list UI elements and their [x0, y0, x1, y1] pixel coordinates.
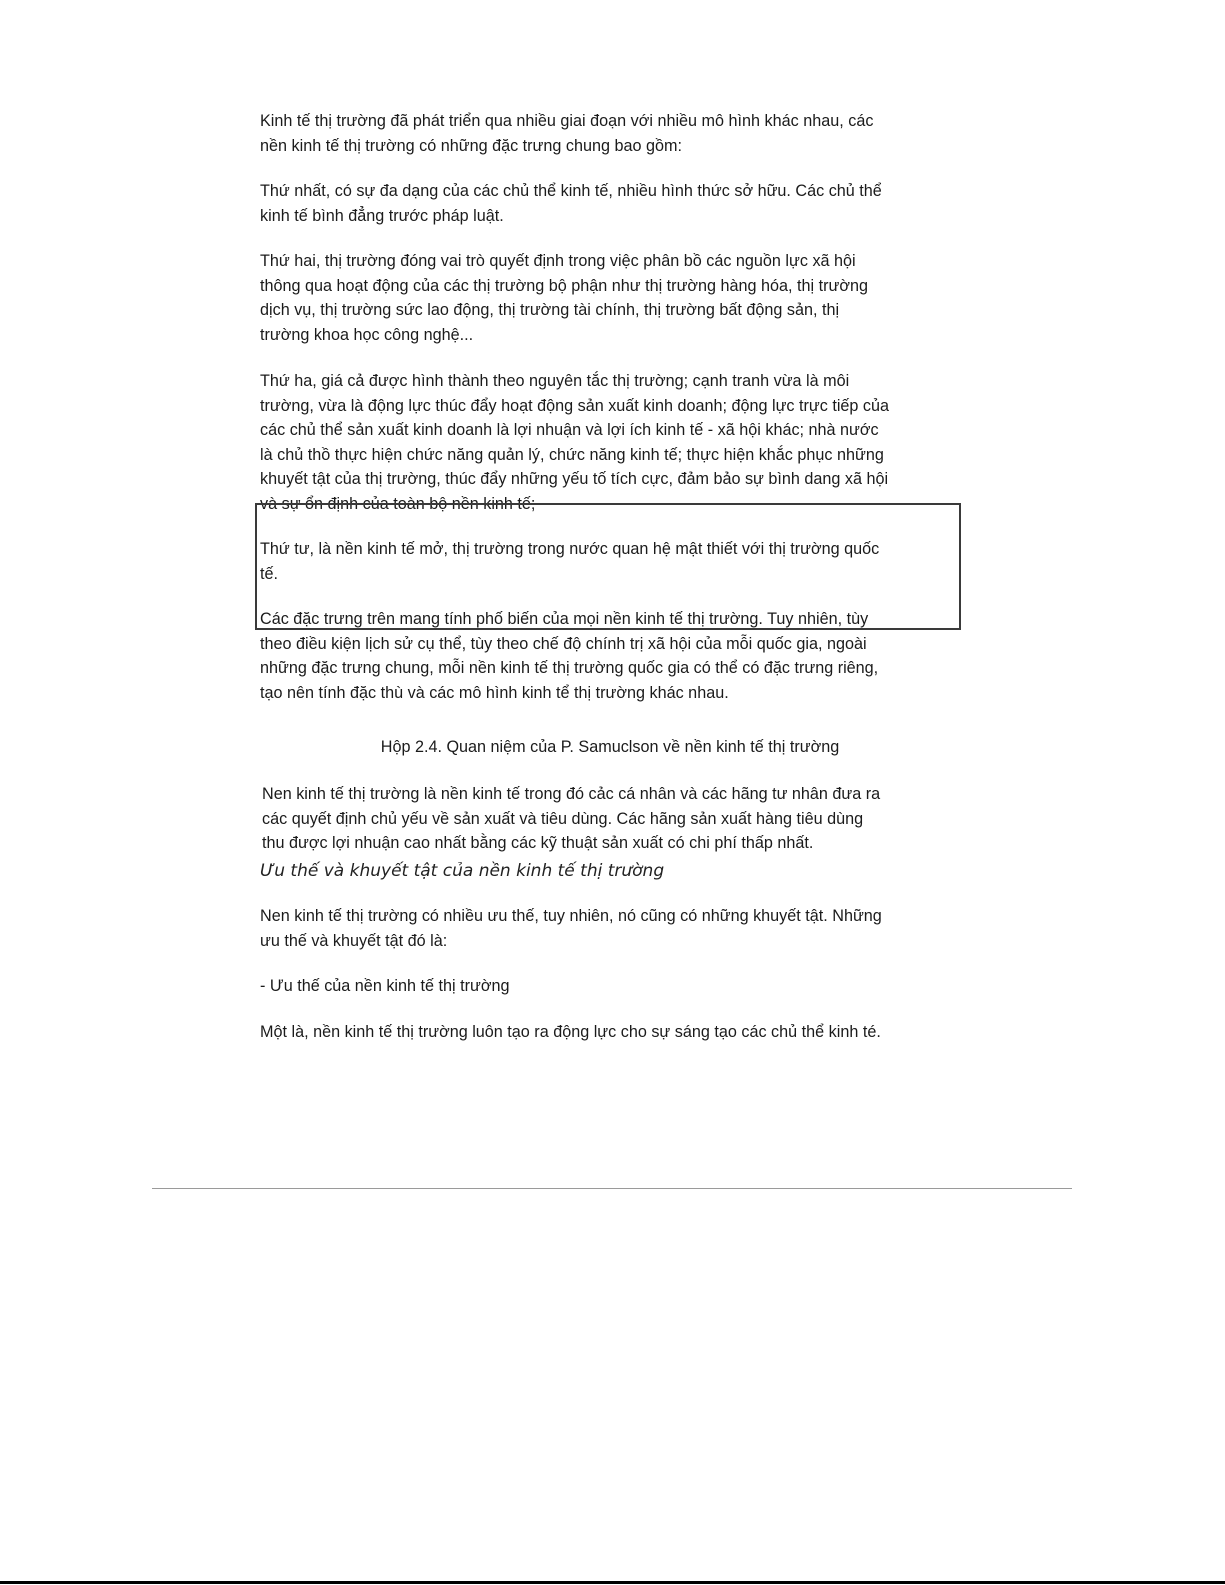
first-advantage-paragraph: Một là, nền kinh tế thị trường luôn tạo ra động lực cho sự sáng tạo các chủ thể kinh té. [260, 1023, 881, 1041]
text-line: trường khoa học công nghệ... [260, 325, 474, 344]
text-line: Thứ nhất, có sự đa dạng của các chủ thể kinh tế, nhiều hình thức sở hữu. Các chủ thể [260, 182, 882, 200]
text-line: và sự ổn định của toàn bộ nền kinh tế; [260, 494, 536, 513]
text-line: theo điều kiện lịch sử cụ thể, tùy theo chế độ chính trị xã hội của mỗi quốc gia, ngoài [260, 634, 867, 653]
general-features-paragraph [260, 607, 960, 705]
page-bottom-border [0, 1581, 1225, 1584]
text-line: khuyết tật của thị trường, thúc đẩy những yếu tố tích cực, đảm bảo sự bình dang xã hội [260, 470, 889, 488]
section-intro-paragraph [260, 904, 960, 953]
third-feature-paragraph [260, 369, 960, 516]
text-line: kinh tế bình đẳng trước pháp luật. [260, 206, 504, 225]
text-line: thu được lợi nhuận cao nhất bằng các kỹ thuật sản xuất có chi phí thấp nhất. [262, 834, 814, 852]
text-line: tạo nên tính đặc thù và các mô hình kinh tể thị trường khác nhau. [260, 683, 729, 702]
box-definition-text [262, 782, 962, 856]
text-line: Kinh tế thị trường đã phát triển qua nhiều giai đoạn với nhiều mô hình khác nhau, các [260, 112, 874, 130]
bullet-item: - Ưu thế của nền kinh tế thị trường [260, 977, 510, 995]
text-line: là chủ thồ thực hiện chức năng quản lý, chức năng kinh tế; thực hiện khắc phục những [260, 445, 884, 464]
text-line: Thứ hai, thị trường đóng vai trò quyết định trong việc phân bồ các nguồn lực xã hội [260, 252, 856, 270]
text-line: Nen kinh tế thị trường là nền kinh tế trong đó cảc cá nhân và các hãng tư nhân đưa ra [262, 785, 881, 803]
text-line: thông qua hoạt động của các thị trường bộ phận như thị trường hàng hóa, thị trường [260, 276, 868, 295]
text-line: Thứ tư, là nền kinh tế mở, thị trường trong nước quan hệ mật thiết với thị trường quốc [260, 540, 880, 558]
box-caption: Hộp 2.4. Quan niệm của P. Samuclson về nền kinh tế thị trường [380, 738, 840, 756]
text-line: Thứ ha, giá cả được hình thành theo nguyên tắc thị trường; cạnh tranh vừa là môi [260, 372, 850, 390]
text-line: các chủ thể sản xuất kinh doanh là lợi nhuận và lợi ích kinh tế - xã hội khác; nhà nước [260, 421, 879, 439]
first-feature-paragraph [260, 179, 960, 228]
text-line: tế. [260, 564, 278, 583]
text-line: trường, vừa là động lực thúc đẩy hoạt động sản xuất kinh doanh; động lực trực tiếp của [260, 396, 890, 415]
text-line: ưu thế và khuyết tật đó là: [260, 931, 448, 950]
horizontal-divider [152, 1188, 1072, 1189]
second-feature-paragraph [260, 249, 960, 347]
text-line: các quyết định chủ yếu về sản xuất và tiêu dùng. Các hãng sản xuất hàng tiêu dùng [262, 809, 864, 828]
text-line: nền kinh tế thị trường có những đặc trưng chung bao gồm: [260, 136, 682, 155]
text-line: Các đặc trưng trên mang tính phố biến của mọi nền kinh tế thị trường. Tuy nhiên, tùy [260, 610, 869, 628]
text-line: Nen kinh tế thị trường có nhiều ưu thế, tuy nhiên, nó cũng có những khuyết tật. Những [260, 907, 882, 925]
text-line: những đặc trưng chung, mỗi nền kinh tế thị trường quốc gia có thể có đặc trưng riêng, [260, 659, 879, 677]
text-line: dịch vụ, thị trường sức lao động, thị trường tài chính, thị trường bất động sản, thị [260, 301, 840, 319]
intro-paragraph [260, 109, 960, 158]
fourth-feature-paragraph [260, 537, 960, 586]
section-heading: Ưu thế và khuyết tật của nền kinh tế thị trường [260, 861, 665, 881]
